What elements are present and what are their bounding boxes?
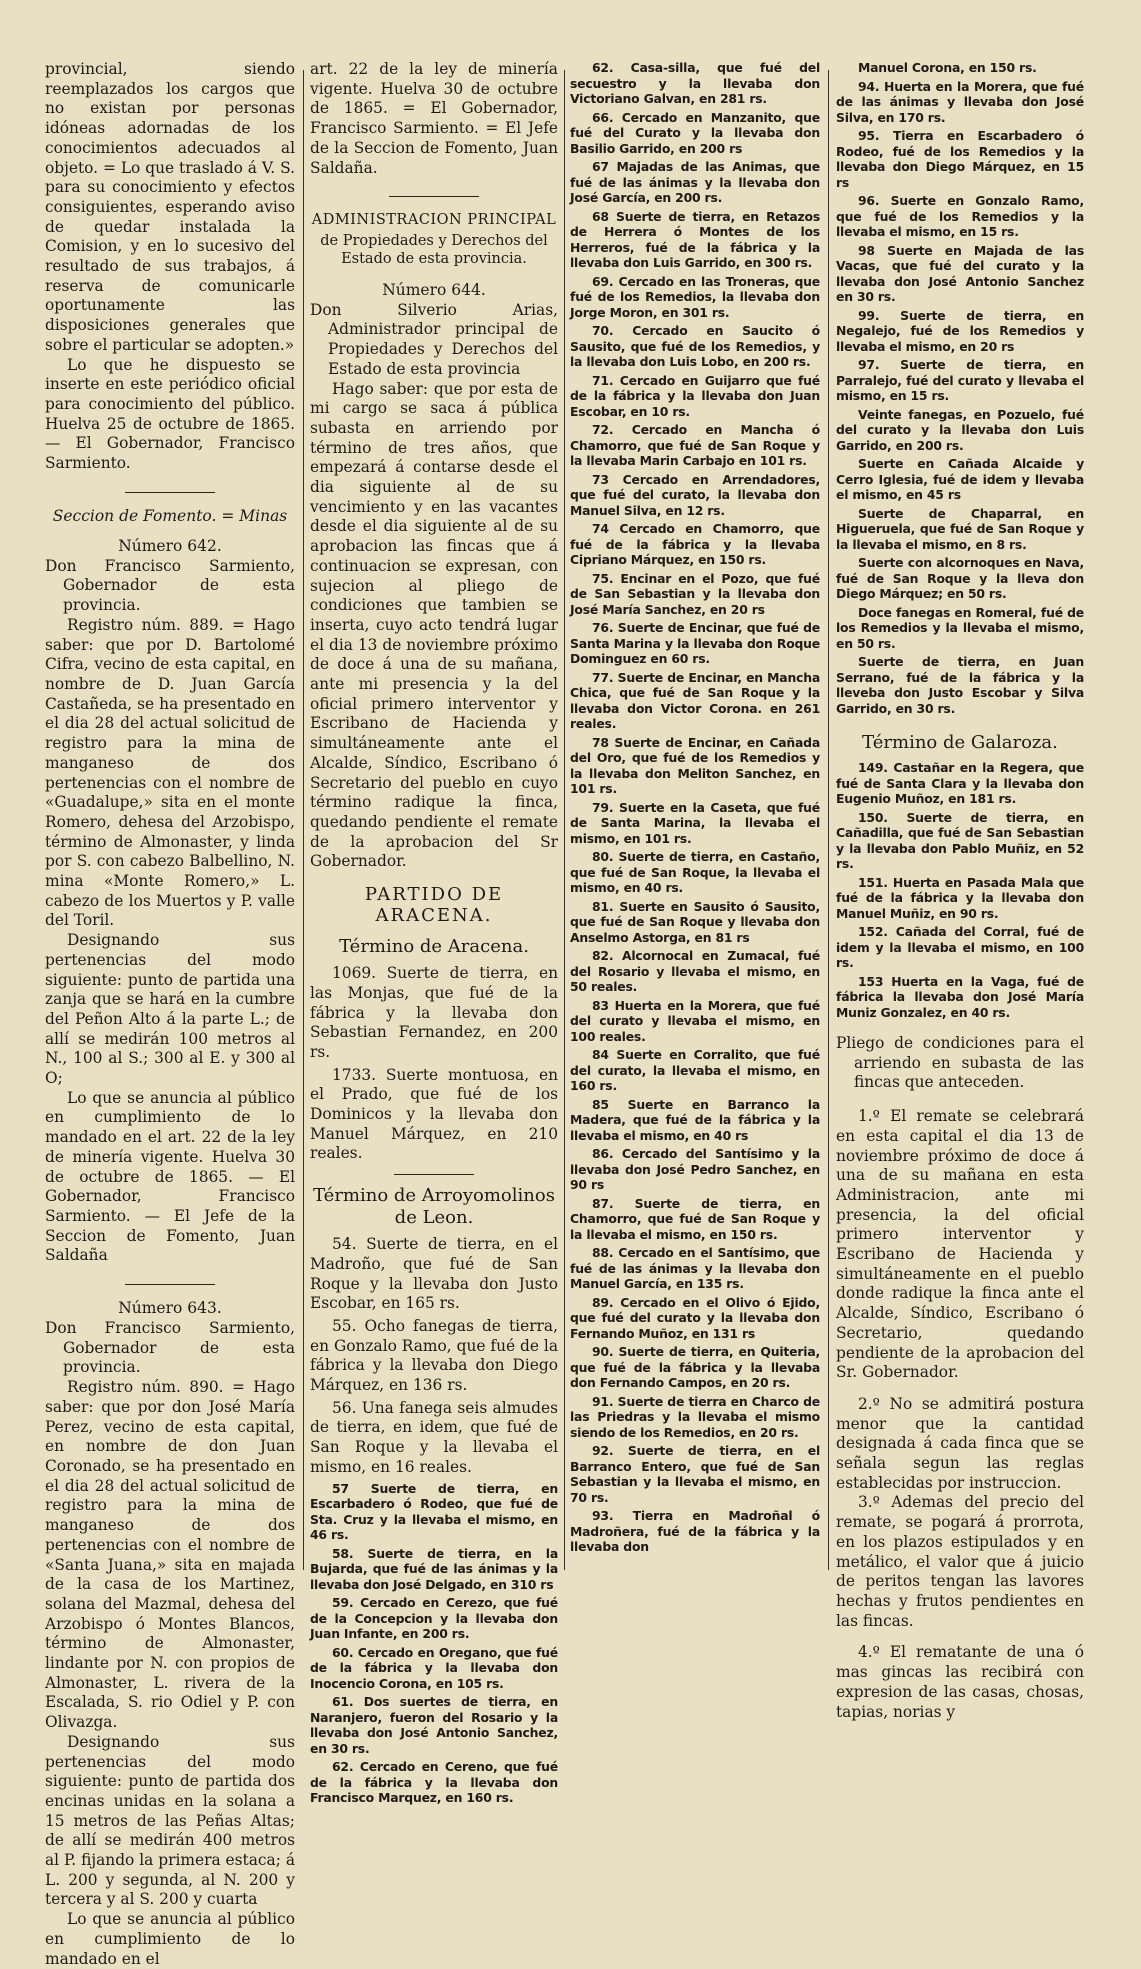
property-item: Manuel Corona, en 150 rs.: [858, 60, 1037, 75]
notice-designation: Designando sus pertenencias del modo siguiente: punto de partida dos encinas unidas en la solana a 15 metros de las Peñas Altas; de allí se medirán 400 metros al P. fijando la primera estaca; á L. 200 y segunda, al N. 200 y tercera y al S. 200 y cuarta: [45, 1732, 295, 1909]
property-item: 80. Suerte de tierra, en Castaño, que fué de San Roque, la llevaba el mismo, en 40 rs.: [570, 849, 820, 895]
property-item: 86. Cercado del Santísimo y la llevaba don José Pedro Sanchez, en 90 rs: [570, 1146, 820, 1192]
district-heading: PARTIDO DE ARACENA.: [364, 884, 504, 927]
property-item: Veinte fanegas, en Pozuelo, fué del curato y la llevaba don Luis Garrido, en 200 rs.: [836, 406, 1084, 453]
property-item: 94. Huerta en la Morera, que fué de las ánimas y llevaba don José Silva, en 170 rs.: [836, 78, 1084, 125]
property-item: 98 Suerte en Majada de las Vacas, que fué del curato y la llevaba don José Antonio Sanchez en 30 rs.: [836, 242, 1084, 304]
notice-body: Registro núm. 889. = Hago saber: que por D. Bartolomé Cifra, vecino de esta capital, en nombre de D. Juan García Castañeda, se ha presentado en el dia 28 del actual solicitud de registro para la mina de manganeso de dos pertenencias con el nombre de «Guadalupe,» sita en el monte Romero, dehesa del Arzobispo, término de Almonaster, y linda por S. con cabezo Balbellino, N. mina «Monte Romero,» L. cabezo de los Muertos y P. valle del Toril.: [45, 615, 295, 930]
property-item: 92. Suerte de tierra, en el Barranco Entero, que fué de San Sebastian y la llevaba el mismo, en 70 rs.: [570, 1443, 820, 1505]
property-item: 78 Suerte de Encinar, en Cañada del Oro, que fué de los Remedios y la llevaba don Meliton Sanchez, en 101 rs.: [570, 734, 820, 796]
notice-number: Número 643.: [118, 1299, 222, 1318]
property-item: 93. Tierra en Madroñal ó Madroñera, fué de la fábrica y la llevaba don: [570, 1508, 820, 1554]
property-item: 79. Suerte en la Caseta, que fué de Santa Marina, la llevaba el mismo, en 101 rs.: [570, 799, 820, 846]
property-item: 151. Huerta en Pasada Mala que fué de la fábrica y la llevaba don Manuel Muñiz, en 90 rs.: [836, 874, 1084, 921]
property-item: 62. Casa-silla, que fué del secuestro y la llevaba don Victoriano Galvan, en 281 rs.: [570, 60, 820, 106]
property-item: 68 Suerte de tierra, en Retazos de Herrera ó Montes de los Herreros, fué de la fábrica y la llevaba don Luis Garrido, en 300 rs.: [570, 208, 820, 270]
property-item: 89. Cercado en el Olivo ó Ejido, que fué del curato y la llevaba don Fernando Muñoz, en 131 rs: [570, 1294, 820, 1341]
property-item: 88. Cercado en el Santísimo, que fué de las ánimas y la llevaba don Manuel García, en 135 rs.: [570, 1245, 820, 1291]
column-rule: [303, 70, 304, 1570]
municipality-heading: Término de Galaroza.: [862, 732, 1058, 753]
column-1: [45, 60, 295, 1968]
property-item: 76. Suerte de Encinar, que fué de Santa Marina y la llevaba don Roque Dominguez en 60 rs.: [570, 620, 820, 666]
notice-header: Don Francisco Sarmiento, Gobernador de esta provincia.: [45, 556, 295, 615]
notice-number: Número 644.: [382, 280, 486, 299]
condition-4: 4.º El rematante de una ó mas gincas las recibirá con expresion de las casas, chosas, tapias, norias y: [836, 1643, 1084, 1721]
notice-body: Registro núm. 890. = Hago saber: que por don José María Perez, vecino de esta capital, en nombre de don Juan Coronado, se ha presentado en el dia 28 del actual solicitud de registro para la mina de manganeso de dos pertenencias con el nombre de «Santa Juana,» sita en majada de la casa de los Martinez, solana del Mazmal, dehesa del Arzobispo ó Montes Blancos, término de Almonaster, lindante por N. con propios de Almonaster, L. rivera de la Escalada, S. rio Odiel y P. con Olivazga.: [45, 1378, 295, 1732]
municipality-heading: Término de Arroyomolinos de Leon.: [313, 1185, 555, 1229]
property-item: 84 Suerte en Corralito, que fué del curato, la llevaba el mismo, en 160 rs.: [570, 1047, 820, 1093]
intro-paragraph: provincial, siendo reemplazados los cargos que no existan por personas idóneas adornadas de los conocimientos adecuados al objeto. = Lo que traslado á V. S. para su conocimiento y efectos consiguientes, esperando aviso de quedar instalada la Comision, y en lo sucesivo del resultado de sus trabajos, á reserva de comunicarle oportunamente las disposiciones generales que sobre el particular se adopten.»: [45, 60, 295, 354]
property-item: 90. Suerte de tierra, en Quiteria, que fué de la fábrica y la llevaba don Fernando Campos, en 20 rs.: [570, 1344, 820, 1390]
condition-1: 1.º El remate se celebrará en esta capital el dia 13 de noviembre próximo de doce á una de su mañana en esta Administracion, ante mi presencia, la del oficial primero interventor y Escribano de Hacienda y simultáneamente en el pueblo donde radique la finca ante el Alcalde, Síndico, Escribano ó Secretario, quedando pendiente de la aprobacion del Sr. Gobernador.: [836, 1107, 1084, 1382]
divider: [125, 492, 215, 493]
administration-subtitle: de Propiedades y Derechos del Estado de esta provincia.: [320, 232, 548, 268]
column-rule: [564, 70, 565, 1570]
property-item: 57 Suerte de tierra, en Escarbadero ó Rodeo, que fué de Sta. Cruz y la llevaba el mismo, en 46 rs.: [310, 1480, 558, 1543]
property-item: 54. Suerte de tierra, en el Madroño, que fué de San Roque y la llevaba don Justo Escobar, en 165 rs.: [310, 1235, 558, 1313]
continued-text: art. 22 de la ley de minería vigente. Huelva 30 de octubre de 1865. = El Gobernador, Francisco Sarmiento. = El Jefe de la Seccion de Fomento, Juan Saldaña.: [310, 60, 558, 177]
property-item: 149. Castañar en la Regera, que fué de Santa Clara y la llevaba don Eugenio Muñoz, en 181 rs.: [836, 760, 1084, 806]
conditions-heading: Pliego de condiciones para el arriendo en subasta de las fincas que anteceden.: [836, 1034, 1084, 1092]
property-item: 75. Encinar en el Pozo, que fué de San Sebastian y la llevaba don José María Sanchez, en 20 rs: [570, 570, 820, 617]
notice-header: Don Silverio Arias, Administrador principal de Propiedades y Derechos del Estado de esta provincia: [310, 300, 558, 378]
property-item: 77. Suerte de Encinar, en Mancha Chica, que fué de San Roque y la llevaba don Victor Corona. en 261 reales.: [570, 669, 820, 731]
property-item: 97. Suerte de tierra, en Parralejo, fué del curato y llevaba el mismo, en 15 rs.: [836, 357, 1084, 403]
column-3: [570, 60, 820, 1580]
condition-3: 3.º Ademas del precio del remate, se pogará á prorrota, en los plazos estipulados y en metálico, el valor que á juicio de peritos tengan las lavores hechas y frutos pendientes en las fincas.: [836, 1493, 1084, 1630]
property-item: Suerte en Cañada Alcaide y Cerro Iglesia, fué de idem y llevaba el mismo, en 45 rs: [836, 456, 1084, 502]
property-item: 81. Suerte en Sausito ó Sausito, que fué de San Roque y llevaba don Anselmo Astorga, en 81 rs: [570, 898, 820, 945]
section-heading: Seccion de Fomento. = Minas: [52, 506, 288, 525]
property-item: 73 Cercado en Arrendadores, que fué del curato, la llevaba don Manuel Silva, en 12 rs.: [570, 471, 820, 518]
publication-notice: Lo que he dispuesto se inserte en este periódico oficial para conocimiento del público. Huelva 25 de octubre de 1865. — El Gobernador, Francisco Sarmiento.: [45, 355, 295, 473]
notice-closing: Lo que se anuncia al público en cumplimiento de lo mandado en el art. 22 de la ley de minería vigente. Huelva 30 de octubre de 1865. — El Gobernador, Francisco Sarmiento. — El Jefe de la Seccion de Fomento, Juan Saldaña: [45, 1088, 295, 1265]
property-item: Suerte de tierra, en Juan Serrano, fué de la fábrica y la lleveba don Justo Escobar y Silva Garrido, en 30 rs.: [836, 654, 1084, 716]
property-item: 96. Suerte en Gonzalo Ramo, que fué de los Remedios y la llevaba el mismo, en 15 rs.: [836, 193, 1084, 239]
property-item: 95. Tierra en Escarbadero ó Rodeo, fué de los Remedios y la llevaba don Diego Márquez, en 15 rs: [836, 128, 1084, 190]
property-item: 1733. Suerte montuosa, en el Prado, que fué de los Dominicos y la llevaba don Manuel Márquez, en 210 reales.: [310, 1065, 558, 1163]
property-item: Doce fanegas en Romeral, fué de los Remedios y la llevaba el mismo, en 50 rs.: [836, 604, 1084, 651]
property-item: 1069. Suerte de tierra, en las Monjas, que fué de la fábrica y la llevaba don Sebastian Fernandez, en 200 rs.: [310, 964, 558, 1061]
column-2: [310, 60, 558, 1806]
notice-header: Don Francisco Sarmiento, Gobernador de esta provincia.: [45, 1319, 295, 1377]
divider: [125, 1284, 215, 1285]
property-item: 60. Cercado en Oregano, que fué de la fábrica y la llevaba don Inocencio Corona, en 105 rs.: [310, 1644, 558, 1691]
property-item: 70. Cercado en Saucito ó Sausito, que fué de los Remedios, y la llevaba don Luis Lobo, en 200 rs.: [570, 323, 820, 369]
column-rule: [828, 70, 829, 1570]
property-item: 83 Huerta en la Morera, que fué del curato y llevaba el mismo, en 100 reales.: [570, 997, 820, 1044]
property-item: 69. Cercado en las Troneras, que fué de los Remedios, la llevaba don Jorge Moron, en 301 rs.: [570, 273, 820, 320]
column-4: [836, 60, 1084, 1721]
property-item: 71. Cercado en Guijarro que fué de la fábrica y la llevaba don Juan Escobar, en 10 rs.: [570, 372, 820, 419]
property-item: 66. Cercado en Manzanito, que fué del Curato y la llevaba don Basilio Garrido, en 200 rs: [570, 109, 820, 156]
property-item: 153 Huerta en la Vaga, fué de fábrica la llevaba don José María Muniz Gonzalez, en 40 rs.: [836, 973, 1084, 1020]
property-item: 67 Majadas de las Animas, que fué de las ánimas y la llevaba don José García, en 200 rs.: [570, 159, 820, 205]
property-item: 152. Cañada del Corral, fué de idem y la llevaba el mismo, en 100 rs.: [836, 924, 1084, 970]
property-item: 82. Alcornocal en Zumacal, fué del Rosario y llevaba el mismo, en 50 reales.: [570, 948, 820, 994]
property-item: 85 Suerte en Barranco la Madera, que fué de la fábrica y la llevaba el mismo, en 40 rs: [570, 1096, 820, 1143]
property-item: 56. Una fanega seis almudes de tierra, en idem, que fué de San Roque y la llevaba el mismo, en 16 reales.: [310, 1398, 558, 1476]
property-item: Suerte con alcornoques en Nava, fué de San Roque y la lleva don Diego Márquez; en 50 rs.: [836, 555, 1084, 601]
property-item: 59. Cercado en Cerezo, que fué de la Concepcion y la llevaba don Juan Infante, en 200 rs.: [310, 1595, 558, 1642]
property-item: Suerte de Chaparral, en Higueruela, que fué de San Roque y la llevaba el mismo, en 8 rs.: [836, 505, 1084, 552]
property-item: 150. Suerte de tierra, en Cañadilla, que fué de San Sebastian y la llevaba don Pablo Muñiz, en 52 rs.: [836, 809, 1084, 871]
property-item: 99. Suerte de tierra, en Negalejo, fué de los Remedios y llevaba el mismo, en 20 rs: [836, 307, 1084, 354]
property-item: 91. Suerte de tierra en Charco de las Priedras y la llevaba el mismo siendo de los Remedios, en 20 rs.: [570, 1393, 820, 1440]
property-item: 87. Suerte de tierra, en Chamorro, que fué de San Roque y la llevaba el mismo, en 150 rs.: [570, 1195, 820, 1242]
property-item: 74 Cercado en Chamorro, que fué de la fábrica y la llevaba Cipriano Márquez, en 150 rs.: [570, 521, 820, 567]
condition-2: 2.º No se admitirá postura menor que la cantidad designada á cada finca que se señala segun las reglas establecidas por instruccion.: [836, 1394, 1084, 1492]
property-item: 58. Suerte de tierra, en la Bujarda, que fué de las ánimas y la llevaba don José Delgado, en 310 rs: [310, 1545, 558, 1592]
notice-number: Número 642.: [118, 536, 222, 555]
notice-designation: Designando sus pertenencias del modo siguiente: punto de partida una zanja que se hará en la cumbre del Peñon Alto á la parte L.; de allí se medirán 100 metros al N., 100 al S.; 300 al E. y 300 al O;: [45, 931, 295, 1088]
notice-body: Hago saber: que por esta de mi cargo se saca á pública subasta en arriendo por término de tres años, que empezará á contarse desde el dia siguiente al de su vencimiento y en las vacantes desde el dia siguiente al de su aprobacion las fincas que á continuacion se expresan, con sujecion al pliego de condiciones que tambien se inserta, cuyo acto tendrá lugar el dia 13 de noviembre próximo de doce á una de su mañana, ante mi presencia y la del oficial primero interventor y Escribano de Hacienda y simultáneamente ante el Alcalde, Síndico, Escribano ó Secretario del pueblo en cuyo término radique la finca, quedando pendiente el remate de la aprobacion del Sr Gobernador.: [310, 379, 558, 871]
municipality-heading: Término de Aracena.: [339, 936, 529, 958]
property-item: 61. Dos suertes de tierra, en Naranjero, fueron del Rosario y la llevaba don José Antonio Sanchez, en 30 rs.: [310, 1694, 558, 1756]
divider: [394, 1174, 474, 1175]
property-item: 55. Ocho fanegas de tierra, en Gonzalo Ramo, que fué de la fábrica y la llevaba don Diego Márquez, en 136 rs.: [310, 1316, 558, 1395]
property-item: 72. Cercado en Mancha ó Chamorro, que fué de San Roque y la llevaba Marin Carbajo en 101 rs.: [570, 422, 820, 468]
divider: [389, 196, 479, 197]
administration-title: ADMINISTRACION PRINCIPAL: [311, 212, 557, 229]
property-item: 62. Cercado en Cereno, que fué de la fábrica y la llevaba don Francisco Marquez, en 160 rs.: [310, 1759, 558, 1806]
notice-closing: Lo que se anuncia al público en cumplimiento de lo mandado en el: [45, 1910, 295, 1968]
